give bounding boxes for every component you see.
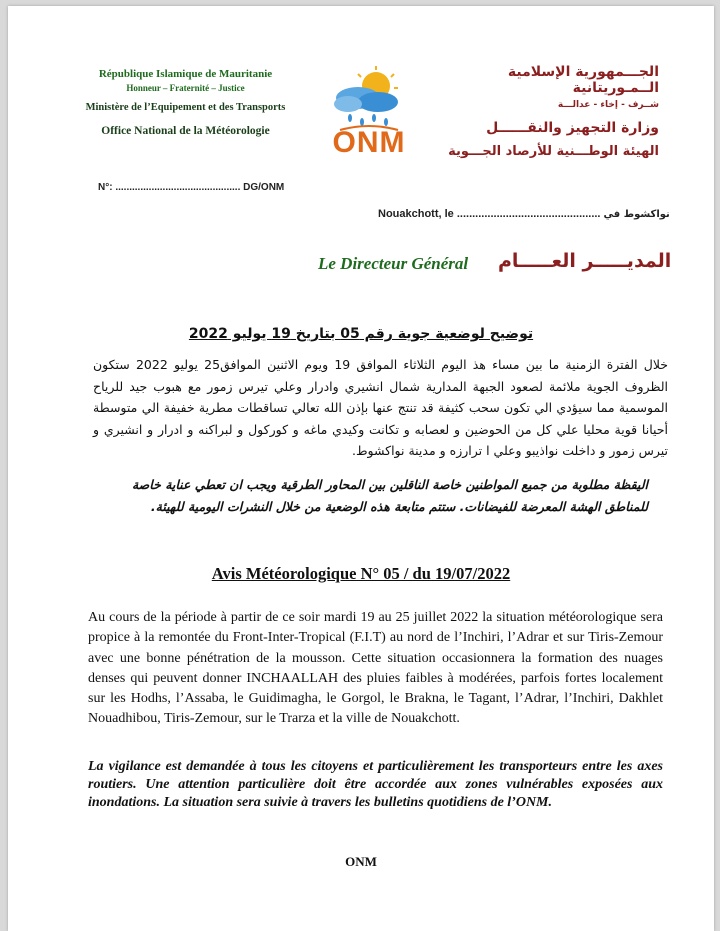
- arabic-warning: اليقظة مطلوبة من جميع المواطنين خاصة الناقلين بين المحاور الطرقية ويجب ان تعطي عناية خاصة للمناطق الهشة المعرضة للفيضانات. ستتم متابعة هذه الوضعية من خلال النشرات اليومية للهيئة.: [131, 477, 648, 514]
- motto-fr: Honneur – Fraternité – Justice: [126, 83, 245, 93]
- place-date-line: [378, 208, 670, 220]
- header-french: [68, 66, 303, 137]
- french-title: Avis Météorologique N° 05 / du 19/07/2022: [211, 564, 511, 583]
- reference-number: N°: ............................................. DG/ONM: [98, 182, 285, 193]
- director-ar: المديـــــر العـــــام: [498, 250, 672, 272]
- arabic-title: توضيح لوضعية جوية رقم 05 بتاريخ 19 يوليو 2022: [188, 326, 534, 342]
- director-fr: Le Directeur Général: [318, 254, 469, 273]
- french-body: Au cours de la période à partir de ce soir mardi 19 au 25 juillet 2022 la situation météorologique sera propice à la remontée du Front-Inter-Tropical (F.I.T) au nord de l’Inchiri, l’Adrar et sur Tiris-Zemour avec une bonne pénétration de la mousson. Cette situation occasionnera la formation des nuages denses qui peuvent donner INCHAALLAH des pluies faibles à modérées, parfois fortes localement sur les Hodhs, l’Assaba, le Guidimagha, le Gorgol, le Brakna, le Tagant, l’Adrar, l’Inchiri, Dakhlet Nouadhibou, Tiris-Zemour, sur le Trarza et la ville de Nouakchott.: [88, 610, 663, 727]
- office-ar: الهيئة الوطـــنية للأرصاد الجـــوية: [448, 144, 659, 159]
- ministry-ar: وزارة التجهيز والنقــــــل: [486, 120, 659, 136]
- french-warning: La vigilance est demandée à tous les citoyens et particulièrement les transporteurs entre les axes routiers. Une attention particulière doit être accordée aux zones vulnérables exposées aux inondations. La situation sera suivie à travers les bulletins quotidiens de l’ONM.: [88, 759, 663, 810]
- weather-logo-icon: [320, 64, 418, 134]
- place-ar: نواكشوط في: [603, 209, 670, 220]
- ministry-fr: Ministère de l’Equipement et des Transports: [85, 102, 286, 113]
- onm-logo: [320, 64, 418, 162]
- arabic-body: خلال الفترة الزمنية ما بين مساء هذ اليوم الثلاثاء الموافق 19 ويوم الاثنين الموافق25 يوليو 2022 ستكون الظروف الجوية ملائمة لصعود الجبهة المدارية شمال انشيري وادرار وعلي تيرس زمور مع هبوب جيد للرياح الموسمية مما سيؤدي الي تكون سحب كثيفة قد تنتج عنها بإذن الله تعالي تساقطات مطرية خفيفة الي متوسطة أحيانا قوية محليا علي كل من الحوضين و لعصابه و تكانت وكيدي ماغه و كوركول و لبراكنه و ادرار و انشيري و تيرس زمور و داخلت نواذيبو وعلي ا ترارزه و مدينة نواكشوط.: [93, 357, 669, 458]
- header-arabic: [419, 64, 659, 159]
- logo-text: ONM: [332, 126, 406, 159]
- republic-ar: الجـــمهورية الإسلامية الــمـوريتانية: [507, 64, 659, 96]
- signature: ONM: [345, 854, 377, 869]
- office-fr: Office National de la Météorologie: [101, 125, 270, 137]
- motto-ar: شــرف - إخاء - عدالـــة: [557, 100, 659, 110]
- republic-fr: République Islamique de Mauritanie: [98, 68, 273, 80]
- place-fr: Nouakchott, le ...............................................: [378, 208, 601, 220]
- document-page: [8, 6, 714, 931]
